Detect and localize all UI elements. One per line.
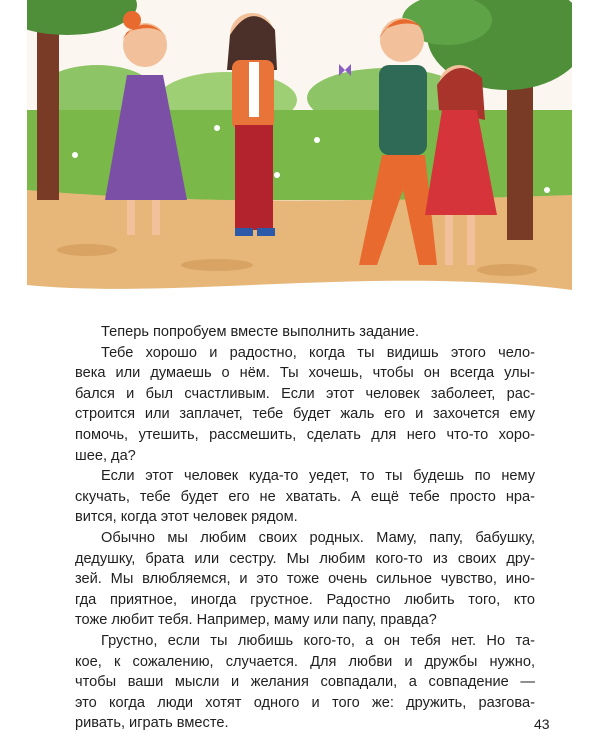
text-line: строится или заплачет, тебе будет жаль его и захочется ему bbox=[75, 406, 535, 423]
paragraph bbox=[75, 343, 535, 467]
page-number: 43 bbox=[534, 716, 550, 732]
text-line: кое, к сожалению, случается. Для любви и дружбы нужно, bbox=[75, 653, 535, 670]
text-line: гда приятное, иногда грустное. Радостно любить того, кто bbox=[75, 591, 535, 608]
text-line: тоже любит тебя. Например, маму или папу, правда? bbox=[75, 612, 437, 629]
paragraph bbox=[75, 528, 535, 631]
text-line: Теперь попробуем вместе выполнить задание. bbox=[101, 324, 420, 340]
body-text bbox=[75, 322, 535, 734]
text-line: Грустно, если ты любишь кого-то, а он тебя нет. Но та- bbox=[101, 632, 535, 649]
text-line: это когда люди хотят одного и того же: дружить, разгова- bbox=[75, 694, 535, 711]
text-line: помочь, утешить, рассмешить, сделать для него что-то хоро- bbox=[75, 426, 535, 443]
text-line: дедушку, брата или сестру. Мы любим кого-то из своих дру- bbox=[75, 550, 535, 567]
paragraph bbox=[75, 322, 535, 343]
text-line: зей. Мы влюбляемся, и это тоже очень сильное чувство, ино- bbox=[75, 571, 535, 588]
text-line: Обычно мы любим своих родных. Маму, папу, бабушку, bbox=[101, 529, 535, 546]
text-line: скучать, тебе будет его не хватать. А ещё тебе просто нра- bbox=[75, 488, 535, 505]
illustration bbox=[27, 0, 572, 300]
text-line: ривать, играть вместе. bbox=[75, 715, 229, 732]
text-line: вится, когда этот человек рядом. bbox=[75, 509, 298, 526]
paragraph bbox=[75, 631, 535, 734]
text-line: бался и был счастливым. Если этот человек заболеет, рас- bbox=[75, 385, 535, 402]
children-in-park-illustration bbox=[27, 0, 572, 300]
text-line: шее, да? bbox=[75, 447, 136, 464]
paragraph bbox=[75, 466, 535, 528]
text-line: чтобы ваши мысли и желания совпадали, а совпадение — bbox=[75, 674, 535, 691]
text-line: века или думаешь о нём. Ты хочешь, чтобы он всегда улы- bbox=[75, 365, 535, 382]
text-line: Если этот человек куда-то уедет, то ты будешь по нему bbox=[101, 468, 535, 485]
text-line: Тебе хорошо и радостно, когда ты видишь этого чело- bbox=[101, 344, 535, 361]
